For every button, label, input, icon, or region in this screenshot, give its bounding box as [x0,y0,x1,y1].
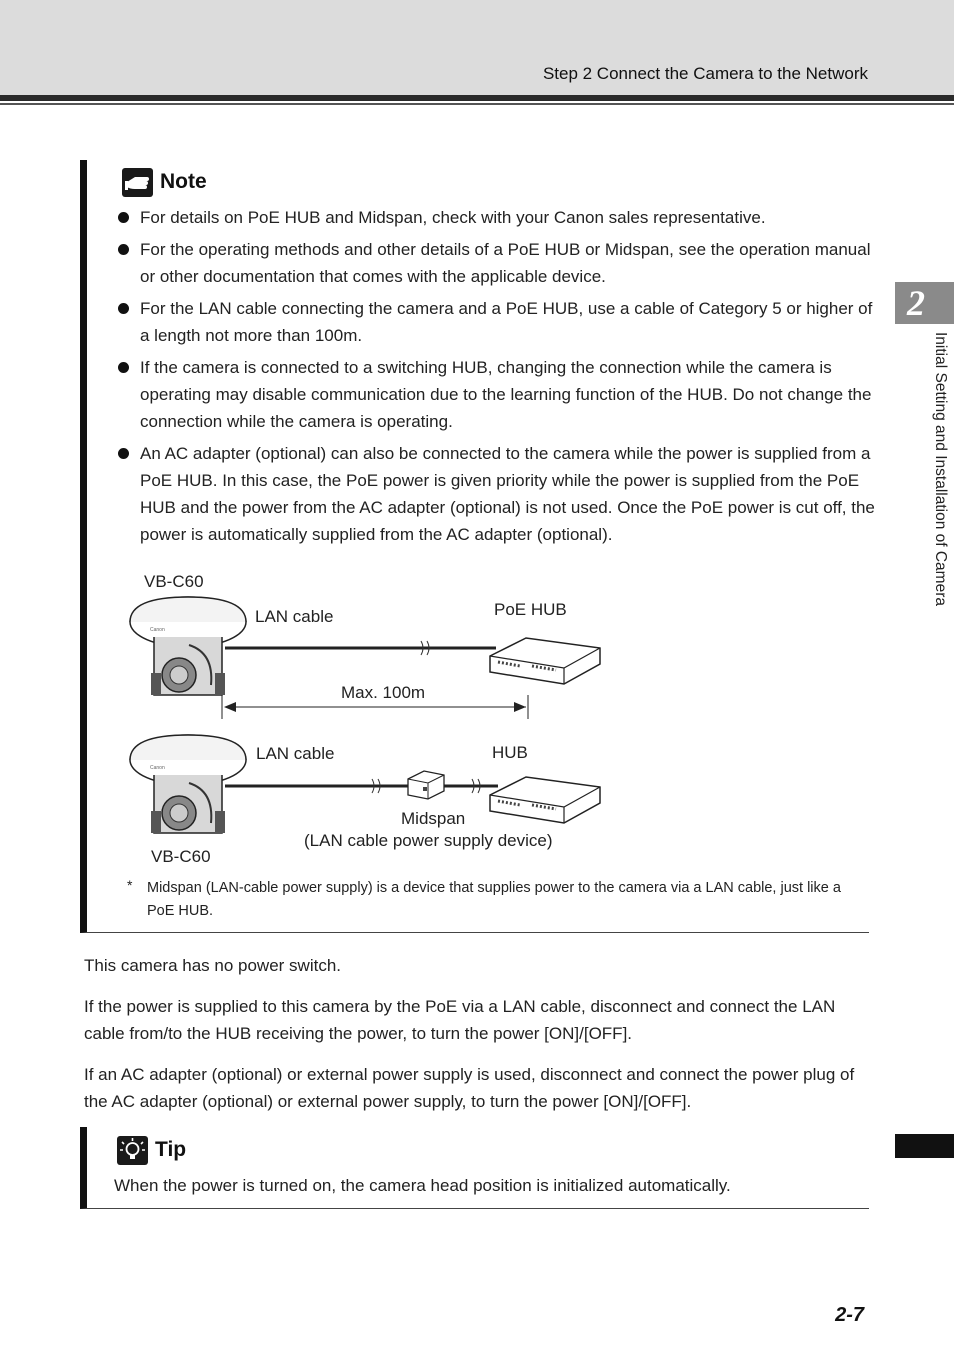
body-paragraph-1: This camera has no power switch. [84,956,341,975]
camera-top-illustration [130,597,246,695]
camera-top-label: VB-C60 [144,572,204,591]
header-rule-thin [0,103,954,105]
tip-box [80,1127,869,1209]
header-title: Step 2 Connect the Camera to the Network [542,64,868,83]
note-bullet-2: For the operating methods and other details of a PoE HUB or Midspan, see the operation manual or other documentation that comes with the applicable device. [115,236,875,290]
camera-bottom-illustration [130,735,246,833]
note-bullets [115,204,875,553]
distance-label: Max. 100m [341,683,426,702]
header-rule [0,95,954,101]
body-paragraph-3: If an AC adapter (optional) or external power supply is used, disconnect and connect the power plug of the AC adapter (optional) or external power supply, to turn the power [ON]/[OFF]. [84,1065,855,1111]
camera-logo-top: Canon [150,627,165,633]
hub-label: HUB [492,743,528,762]
hub-illustration [490,777,600,823]
tip-text: When the power is turned on, the camera head position is initialized automatically. [114,1176,731,1195]
footnote-mark: * [127,877,133,893]
thumb-index-marker [895,1134,954,1158]
midspan-illustration [408,771,444,799]
lan-cable-top-label: LAN cable [255,607,334,626]
note-bullet-3: For the LAN cable connecting the camera and a PoE HUB, use a cable of Category 5 or higher of a length not more than 100m. [115,295,875,349]
camera-bottom-label: VB-C60 [151,847,211,866]
connection-diagram [114,565,614,870]
camera-logo-bottom: Canon [150,765,165,771]
lightbulb-icon [117,1136,148,1165]
body-paragraph-2: If the power is supplied to this camera by the PoE via a LAN cable, disconnect and connect the LAN cable from/to the HUB receiving the power, to turn the power [ON]/[OFF]. [84,997,836,1043]
lan-cable-bottom-label: LAN cable [256,744,335,763]
note-bullet-1: For details on PoE HUB and Midspan, check with your Canon sales representative. [115,204,875,231]
page-number: 2-7 [835,1304,864,1326]
footnote: Midspan (LAN-cable power supply) is a device that supplies power to the camera via a LAN cable, just like a PoE HUB. [147,880,841,919]
note-label: Note [160,170,207,193]
midspan-label: Midspan [401,809,466,828]
poe-hub-label: PoE HUB [494,600,567,619]
note-bullet-4: If the camera is connected to a switching HUB, changing the connection while the camera is operating may disable communication due to the learning function of the HUB. Do not change the connection while the camera is operating. [115,354,875,435]
poe-hub-illustration [490,638,600,684]
chapter-tab [895,282,954,324]
tip-label: Tip [155,1138,187,1161]
note-bullet-5: An AC adapter (optional) can also be connected to the camera while the power is supplied from a PoE HUB. In this case, the PoE power is given priority while the power is supplied from the PoE HUB and the power from the AC adapter (optional) is not used. Once the PoE power is cut off, the power is automatically supplied from the AC adapter (optional). [115,440,875,548]
pointing-hand-icon [122,168,153,197]
chapter-title: Initial Setting and Installation of Camera [932,332,949,606]
midspan-sublabel: (LAN cable power supply device) [304,831,553,850]
chapter-number: 2 [907,283,925,323]
